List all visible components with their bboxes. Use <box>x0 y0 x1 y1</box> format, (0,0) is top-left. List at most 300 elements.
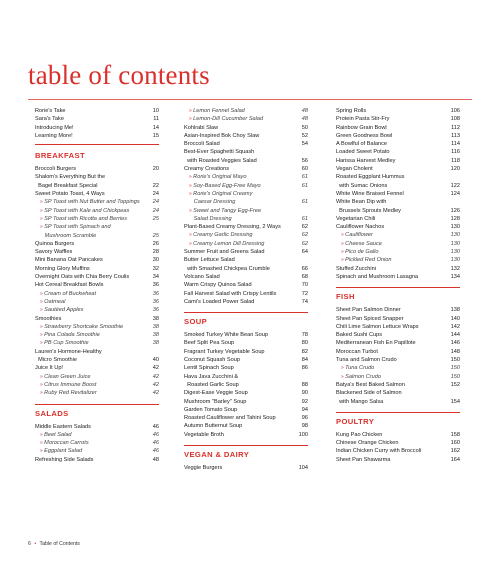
entry-page-number: 36 <box>152 290 159 297</box>
entry-title: Juice It Up! <box>35 365 63 372</box>
entry-title: » Eggplant Salad <box>40 447 150 455</box>
entry-title: Quinoa Burgers <box>35 240 75 247</box>
toc-entry[interactable] <box>184 331 308 339</box>
toc-subentry[interactable] <box>35 439 159 447</box>
toc-subentry[interactable] <box>184 240 308 248</box>
toc-subentry[interactable] <box>35 339 159 347</box>
entry-page-number: 50 <box>301 124 308 131</box>
toc-entry[interactable] <box>184 223 308 231</box>
toc-entry[interactable] <box>336 273 460 281</box>
toc-entry[interactable] <box>184 248 308 256</box>
entry-page-number: 48 <box>301 116 308 123</box>
entry-page-number: 144 <box>450 332 460 339</box>
entry-title: Broccoli Burgers <box>35 166 77 173</box>
toc-subentry[interactable] <box>184 231 308 239</box>
toc-entry[interactable] <box>184 356 308 364</box>
entry-title: Kung Pao Chicken <box>336 431 383 438</box>
toc-subentry[interactable] <box>35 381 159 389</box>
entry-title: Asian-Inspired Bok Choy Slaw <box>184 132 260 139</box>
entry-page-number: 126 <box>450 207 460 214</box>
toc-entry[interactable] <box>184 406 308 414</box>
entry-page-number: 60 <box>301 166 308 173</box>
entry-page-number: 72 <box>301 290 308 297</box>
entry-title: Moroccan Turbot <box>336 348 378 355</box>
toc-entry[interactable] <box>184 165 308 173</box>
toc-entry[interactable] <box>184 273 308 281</box>
entry-title: Baked Sushi Cups <box>336 332 383 339</box>
entry-title: Mini Banana Oat Pancakes <box>35 257 103 264</box>
entry-title: Refreshing Side Salads <box>35 456 94 463</box>
entry-title: Indian Chicken Curry with Broccoli <box>336 448 422 455</box>
entry-page-number: 62 <box>301 232 308 239</box>
entry-page-number: 100 <box>298 431 308 438</box>
entry-title: Morning Glory Muffins <box>35 265 90 272</box>
entry-page-number: 146 <box>450 340 460 347</box>
salads-list <box>35 423 159 464</box>
entry-page-number: 38 <box>152 315 159 322</box>
toc-entry[interactable] <box>336 107 460 115</box>
entry-page-number: 68 <box>301 273 308 280</box>
entry-title: Cauliflower Nachos <box>336 224 385 231</box>
entry-title: Learning More! <box>35 132 73 139</box>
section-heading-fish: FISH <box>336 292 355 302</box>
entry-title: » Salmon Crudo <box>341 373 448 381</box>
section-heading-breakfast: BREAKFAST <box>35 151 86 161</box>
soup-list <box>184 331 308 439</box>
toc-subentry[interactable] <box>35 290 159 298</box>
entry-page-number: 148 <box>450 348 460 355</box>
toc-entry[interactable] <box>336 140 460 148</box>
toc-entry[interactable] <box>35 315 159 323</box>
toc-subentry[interactable] <box>184 173 308 181</box>
entry-page-number: 80 <box>301 340 308 347</box>
toc-subentry[interactable] <box>35 431 159 439</box>
entry-page-number: 14 <box>152 124 159 131</box>
toc-entry[interactable] <box>336 323 460 331</box>
entry-page-number: 124 <box>450 190 460 197</box>
toc-entry[interactable] <box>35 107 159 115</box>
toc-entry[interactable] <box>35 173 159 190</box>
toc-entry[interactable] <box>184 431 308 439</box>
toc-subentry[interactable] <box>184 107 308 115</box>
toc-column-2 <box>184 107 308 472</box>
entry-title: » Soy-Based Egg-Free Mayo <box>189 182 299 190</box>
toc-entry[interactable] <box>184 348 308 356</box>
section-rule <box>35 404 159 405</box>
entry-title: Spinach and Mushroom Lasagna <box>336 273 419 280</box>
entry-title: Roasted Eggplant Hummus with Sumac Onions <box>336 174 405 189</box>
fish-list <box>336 306 460 406</box>
entry-page-number: 130 <box>450 224 460 231</box>
toc-entry[interactable] <box>35 348 159 365</box>
entry-title: Stuffed Zucchini <box>336 265 377 272</box>
toc-subentry[interactable] <box>336 231 460 239</box>
toc-entry[interactable] <box>336 339 460 347</box>
toc-entry[interactable] <box>184 140 308 148</box>
section-heading-salads: SALADS <box>35 408 69 418</box>
entry-page-number: 154 <box>450 398 460 405</box>
toc-entry[interactable] <box>35 132 159 140</box>
footer-page-number: 6 <box>28 541 31 547</box>
entry-title: » Pickled Red Onion <box>341 256 448 264</box>
entry-title: Lentil Spinach Soup <box>184 365 234 372</box>
toc-column-1 <box>35 107 159 464</box>
entry-title: Cami's Loaded Power Salad <box>184 298 255 305</box>
toc-subentry[interactable] <box>35 323 159 331</box>
toc-entry[interactable] <box>336 315 460 323</box>
entry-page-number: 24 <box>152 207 159 214</box>
entry-title: Sara's Take <box>35 116 64 123</box>
entry-title: Creamy Creations <box>184 166 230 173</box>
entry-title: White Bean Dip with Brussels Sprouts Medley <box>336 199 401 214</box>
entry-page-number: 94 <box>301 406 308 413</box>
entry-page-number: 15 <box>152 132 159 139</box>
entry-page-number: 104 <box>298 464 308 471</box>
entry-page-number: 38 <box>152 340 159 347</box>
toc-entry[interactable] <box>184 464 308 472</box>
toc-subentry[interactable] <box>336 364 460 372</box>
toc-subentry[interactable] <box>35 198 159 206</box>
entry-title: » Creamy Lemon Dill Dressing <box>189 240 299 248</box>
toc-entry[interactable] <box>336 157 460 165</box>
entry-title: Mushroom "Barley" Soup <box>184 398 247 405</box>
toc-entry[interactable] <box>184 422 308 430</box>
entry-title: Hot Cereal Breakfast Bowls <box>35 282 104 289</box>
toc-entry[interactable] <box>35 456 159 464</box>
entry-page-number: 152 <box>450 381 460 388</box>
toc-entry[interactable] <box>336 215 460 223</box>
entry-title: Butter Lettuce Salad with Smashed Chickpea Crumble <box>184 257 270 272</box>
toc-entry[interactable] <box>35 273 159 281</box>
toc-column-3 <box>336 107 460 464</box>
entry-page-number: 142 <box>450 323 460 330</box>
entry-page-number: 42 <box>152 365 159 372</box>
entry-title: Coconut Squash Soup <box>184 357 240 364</box>
entry-page-number: 32 <box>152 265 159 272</box>
toc-subentry[interactable] <box>184 207 308 224</box>
toc-entry[interactable] <box>336 356 460 364</box>
entry-title: Roasted Cauliflower and Tahini Soup <box>184 415 276 422</box>
entry-page-number: 164 <box>450 456 460 463</box>
toc-entry[interactable] <box>336 132 460 140</box>
toc-entry[interactable] <box>184 256 308 273</box>
entry-title: » SP Toast with Spinach and Mushroom Scramble <box>40 223 150 240</box>
toc-subentry[interactable] <box>35 207 159 215</box>
entry-title: Veggie Burgers <box>184 464 223 471</box>
toc-entry[interactable] <box>336 165 460 173</box>
entry-title: Sheet Pan Spiced Snapper <box>336 315 404 322</box>
toc-entry[interactable] <box>336 331 460 339</box>
toc-entry[interactable] <box>336 456 460 464</box>
entry-page-number: 20 <box>152 166 159 173</box>
toc-entry[interactable] <box>35 248 159 256</box>
entry-page-number: 30 <box>152 257 159 264</box>
entry-title: Introducing Me! <box>35 124 74 131</box>
entry-page-number: 10 <box>152 108 159 114</box>
toc-entry[interactable] <box>35 190 159 198</box>
entry-title: Blackened Side of Salmon with Mango Salsa <box>336 390 402 405</box>
toc-subentry[interactable] <box>35 215 159 223</box>
page-title: table of contents <box>28 60 210 90</box>
toc-entry[interactable] <box>336 439 460 447</box>
toc-entry[interactable] <box>184 339 308 347</box>
entry-title: Shalom's Everything But the Bagel Breakfast Special <box>35 174 106 189</box>
entry-title: Garden Tomato Soup <box>184 406 238 413</box>
entry-title: White Wine Braised Fennel <box>336 190 404 197</box>
entry-page-number: 42 <box>152 390 159 397</box>
toc-subentry[interactable] <box>35 331 159 339</box>
entry-title: Rorie's Take <box>35 108 66 114</box>
entry-title: » Lemon Fennel Salad <box>189 107 299 115</box>
toc-entry[interactable] <box>35 165 159 173</box>
entry-page-number: 78 <box>301 332 308 339</box>
toc-subentry[interactable] <box>336 373 460 381</box>
entry-page-number: 46 <box>152 431 159 438</box>
entry-title: Savory Waffles <box>35 249 73 256</box>
entry-page-number: 61 <box>301 174 308 181</box>
entry-page-number: 130 <box>450 240 460 247</box>
toc-entry[interactable] <box>184 281 308 289</box>
entry-page-number: 130 <box>450 249 460 256</box>
entry-page-number: 96 <box>301 415 308 422</box>
entry-page-number: 74 <box>301 298 308 305</box>
entry-title: Overnight Oats with Chia Berry Coulis <box>35 274 130 281</box>
entry-page-number: 54 <box>301 141 308 148</box>
toc-entry[interactable] <box>35 265 159 273</box>
toc-entry[interactable] <box>336 389 460 406</box>
entry-title: Protein Pasta Stir-Fry <box>336 116 390 123</box>
toc-subentry[interactable] <box>35 389 159 397</box>
entry-page-number: 114 <box>451 141 460 148</box>
toc-entry[interactable] <box>35 124 159 132</box>
entry-title: » Creamy Garlic Dressing <box>189 231 299 239</box>
toc-entry[interactable] <box>336 124 460 132</box>
toc-entry[interactable] <box>336 381 460 389</box>
entry-title: Smoothies <box>35 315 62 322</box>
section-heading-soup: SOUP <box>184 317 208 327</box>
entry-page-number: 128 <box>450 215 460 222</box>
toc-entry[interactable] <box>184 389 308 397</box>
toc-subentry[interactable] <box>35 373 159 381</box>
toc-entry[interactable] <box>336 223 460 231</box>
entry-page-number: 150 <box>450 373 460 380</box>
toc-entry[interactable] <box>184 364 308 372</box>
entry-page-number: 120 <box>450 166 460 173</box>
entry-page-number: 48 <box>152 456 159 463</box>
entry-title: » Moroccan Carrots <box>40 439 150 447</box>
entry-title: Spring Rolls <box>336 108 367 114</box>
salads-continued-list <box>184 107 308 306</box>
entry-title: » Ruby Red Revitalizer <box>40 389 150 397</box>
title-rule <box>28 99 472 100</box>
entry-page-number: 150 <box>450 357 460 364</box>
toc-subentry[interactable] <box>184 182 308 190</box>
entry-title: » SP Toast with Ricotta and Berries <box>40 215 150 223</box>
toc-subentry[interactable] <box>184 115 308 123</box>
entry-page-number: 116 <box>451 149 460 156</box>
entry-page-number: 66 <box>301 265 308 272</box>
entry-page-number: 26 <box>152 240 159 247</box>
entry-title: » Cauliflower <box>341 231 448 239</box>
toc-entry[interactable] <box>336 431 460 439</box>
entry-page-number: 38 <box>152 332 159 339</box>
entry-page-number: 113 <box>451 132 460 139</box>
entry-page-number: 25 <box>152 232 159 239</box>
entry-page-number: 24 <box>152 199 159 206</box>
entry-page-number: 46 <box>152 440 159 447</box>
toc-subentry[interactable] <box>35 298 159 306</box>
footer-separator: • <box>34 541 37 547</box>
entry-title: A Bowlful of Balance <box>336 141 387 148</box>
entry-page-number: 36 <box>152 298 159 305</box>
entry-page-number: 56 <box>301 157 308 164</box>
entry-title: Best-Ever Spaghetti Squash with Roasted Veggies Salad <box>184 149 257 164</box>
entry-title: Digest-Ease Veggie Soup <box>184 390 248 397</box>
entry-title: » Oatmeal <box>40 298 150 306</box>
toc-entry[interactable] <box>336 265 460 273</box>
entry-page-number: 62 <box>301 240 308 247</box>
entry-page-number: 108 <box>450 116 460 123</box>
entry-page-number: 25 <box>152 215 159 222</box>
entry-page-number: 92 <box>301 398 308 405</box>
entry-title: » SP Toast with Kale and Chickpeas <box>40 207 150 215</box>
entry-page-number: 106 <box>450 108 460 114</box>
toc-entry[interactable] <box>336 115 460 123</box>
toc-subentry[interactable] <box>336 240 460 248</box>
toc-subentry[interactable] <box>35 306 159 314</box>
toc-entry[interactable] <box>184 290 308 298</box>
entry-title: Volcano Salad <box>184 273 220 280</box>
toc-entry[interactable] <box>336 198 460 215</box>
entry-page-number: 90 <box>301 390 308 397</box>
entry-title: Fall Harvest Salad with Crispy Lentils <box>184 290 277 297</box>
toc-entry[interactable] <box>35 115 159 123</box>
entry-page-number: 86 <box>301 365 308 372</box>
toc-subentry[interactable] <box>35 223 159 240</box>
section-heading-vegan-dairy: VEGAN & DAIRY <box>184 449 250 459</box>
entry-page-number: 64 <box>301 249 308 256</box>
entry-page-number: 140 <box>450 315 460 322</box>
entry-title: » Rorie's Original Creamy Caesar Dressing <box>189 190 299 207</box>
toc-entry[interactable] <box>336 173 460 190</box>
entry-title: » Clean Green Juice <box>40 373 150 381</box>
entry-page-number: 61 <box>301 199 308 206</box>
toc-entry[interactable] <box>35 256 159 264</box>
entry-title: » SP Toast with Nut Butter and Toppings <box>40 198 150 206</box>
toc-entry[interactable] <box>336 190 460 198</box>
toc-subentry[interactable] <box>336 248 460 256</box>
entry-title: Smoked Turkey White Bean Soup <box>184 332 268 339</box>
toc-entry[interactable] <box>35 364 159 372</box>
entry-title: » Sweet and Tangy Egg-Free Salad Dressing <box>189 207 299 224</box>
toc-subentry[interactable] <box>35 447 159 455</box>
entry-page-number: 88 <box>301 381 308 388</box>
entry-title: Mediterranean Fish En Papillote <box>336 340 416 347</box>
entry-page-number: 82 <box>301 348 308 355</box>
entry-title: Sweet Potato Toast, 4 Ways <box>35 191 105 198</box>
toc-entry[interactable] <box>184 398 308 406</box>
toc-entry[interactable] <box>184 373 308 390</box>
entry-title: » Strawberry Shortcake Smoothie <box>40 323 150 331</box>
entry-page-number: 162 <box>450 448 460 455</box>
entry-page-number: 40 <box>152 357 159 364</box>
entry-page-number: 36 <box>152 282 159 289</box>
entry-page-number: 70 <box>301 282 308 289</box>
entry-page-number: 28 <box>152 249 159 256</box>
entry-title: Kohlrabi Slaw <box>184 124 219 131</box>
entry-page-number: 84 <box>301 357 308 364</box>
breakfast-list <box>35 165 159 397</box>
toc-entry[interactable] <box>35 240 159 248</box>
toc-entry[interactable] <box>184 124 308 132</box>
toc-entry[interactable] <box>336 306 460 314</box>
toc-entry[interactable] <box>35 423 159 431</box>
entry-title: » Sautéed Apples <box>40 306 150 314</box>
entry-page-number: 11 <box>153 116 159 123</box>
toc-entry[interactable] <box>336 148 460 156</box>
entry-title: Middle Eastern Salads <box>35 423 91 430</box>
toc-subentry[interactable] <box>184 190 308 207</box>
toc-entry[interactable] <box>35 281 159 289</box>
entry-page-number: 46 <box>152 448 159 455</box>
entry-title: » Citrus Immune Boost <box>40 381 150 389</box>
entry-page-number: 34 <box>152 274 159 281</box>
toc-entry[interactable] <box>184 414 308 422</box>
toc-entry[interactable] <box>184 148 308 165</box>
page-footer <box>28 541 80 547</box>
entry-title: Warm Crispy Quinoa Salad <box>184 282 252 289</box>
toc-entry[interactable] <box>336 348 460 356</box>
entry-title: Sheet Pan Shawarma <box>336 456 391 463</box>
entry-title: Batya's Best Baked Salmon <box>336 381 405 388</box>
section-rule <box>35 144 159 145</box>
entry-title: Harissa Harvest Medley <box>336 157 396 164</box>
entry-title: Vegetarian Chili <box>336 215 376 222</box>
entry-title: Loaded Sweet Potato <box>336 149 390 156</box>
entry-page-number: 134 <box>450 273 460 280</box>
entry-page-number: 22 <box>152 182 159 189</box>
entry-page-number: 160 <box>450 440 460 447</box>
entry-title: Tuna and Salmon Crudo <box>336 357 397 364</box>
entry-title: Vegan Cholent <box>336 166 373 173</box>
toc-entry[interactable] <box>336 447 460 455</box>
entry-title: Hava Java Zucchini & Roasted Garlic Soup <box>184 373 239 388</box>
toc-entry[interactable] <box>184 298 308 306</box>
entry-title: » Pina Colada Smoothie <box>40 331 150 339</box>
entry-title: Lauren's Hormone-Healthy Micro Smoothie <box>35 348 102 364</box>
entry-page-number: 48 <box>301 108 308 114</box>
toc-entry[interactable] <box>184 132 308 140</box>
entry-title: Beef Split Pea Soup <box>184 340 235 347</box>
entry-page-number: 46 <box>152 423 159 430</box>
entry-page-number: 130 <box>450 232 460 239</box>
entry-page-number: 138 <box>450 307 460 314</box>
entry-title: Fragrant Turkey Vegetable Soup <box>184 348 265 355</box>
section-heading-poultry: POULTRY <box>336 416 375 426</box>
entry-title: Green Goodness Bowl <box>336 132 393 139</box>
poultry-list <box>336 431 460 464</box>
section-rule <box>336 287 460 288</box>
entry-title: Broccoli Salad <box>184 141 220 148</box>
toc-subentry[interactable] <box>336 256 460 264</box>
entry-page-number: 42 <box>152 381 159 388</box>
entry-page-number: 52 <box>301 132 308 139</box>
entry-page-number: 42 <box>152 373 159 380</box>
entry-page-number: 118 <box>451 157 460 164</box>
entry-title: Vegetable Broth <box>184 431 224 438</box>
entry-title: » Lemon-Dill Cucumber Salad <box>189 115 299 123</box>
section-rule <box>184 312 308 313</box>
